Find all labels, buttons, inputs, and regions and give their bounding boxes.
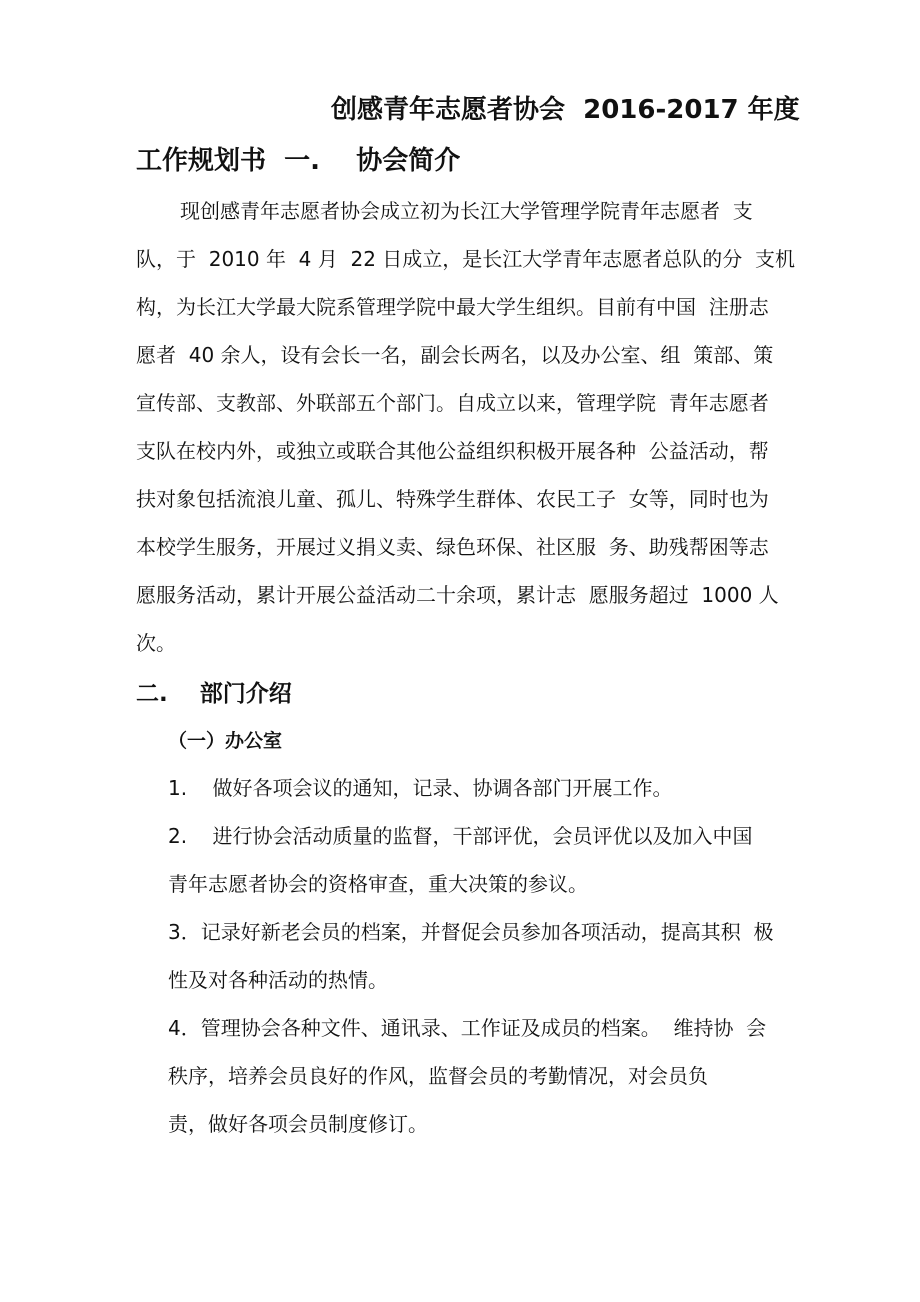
intro-line: 宣传部、支教部、外联部五个部门。自成立以来，管理学院 青年志愿者 <box>136 391 769 415</box>
intro-line: 次。 <box>136 631 176 655</box>
intro-line: 队，于 2010 年 4 月 22 日成立，是长江大学青年志愿者总队的分 支机 <box>136 247 796 271</box>
duty-item: 4．管理协会各种文件、通讯录、工作证及成员的档案。 维持协 会 <box>168 1016 767 1040</box>
duty-item: 2. 进行协会活动质量的监督，干部评优，会员评优以及加入中国 <box>168 824 753 848</box>
duty-item: 责，做好各项会员制度修订。 <box>168 1112 428 1136</box>
intro-line: 本校学生服务，开展过义捐义卖、绿色环保、社区服 务、助残帮困等志 <box>136 535 769 559</box>
intro-line: 支队在校内外，或独立或联合其他公益组织积极开展各种 公益活动，帮 <box>136 439 769 463</box>
duty-item: 性及对各种活动的热情。 <box>168 968 388 992</box>
subsection-heading: （一）办公室 <box>168 730 283 752</box>
section-heading: 二. 部门介绍 <box>136 681 292 707</box>
intro-line: 现创感青年志愿者协会成立初为长江大学管理学院青年志愿者 支 <box>180 199 753 223</box>
document-title-continued: 工作规划书 一. 协会简介 <box>136 146 461 176</box>
intro-line: 愿者 40 余人，设有会长一名，副会长两名，以及办公室、组 策部、策 <box>136 343 774 367</box>
intro-line: 扶对象包括流浪儿童、孤儿、特殊学生群体、农民工子 女等，同时也为 <box>136 487 769 511</box>
duty-item: 秩序，培养会员良好的作风，监督会员的考勤情况，对会员负 <box>168 1064 708 1088</box>
document-title: 创感青年志愿者协会 2016-2017 年度 <box>331 95 800 125</box>
intro-line: 愿服务活动，累计开展公益活动二十余项，累计志 愿服务超过 1000 人 <box>136 583 779 607</box>
duty-item: 3．记录好新老会员的档案，并督促会员参加各项活动，提高其积 极 <box>168 920 774 944</box>
intro-line: 构，为长江大学最大院系管理学院中最大学生组织。目前有中国 注册志 <box>136 295 769 319</box>
duty-item: 青年志愿者协会的资格审查，重大决策的参议。 <box>168 872 588 896</box>
duty-item: 1. 做好各项会议的通知，记录、协调各部门开展工作。 <box>168 776 673 800</box>
